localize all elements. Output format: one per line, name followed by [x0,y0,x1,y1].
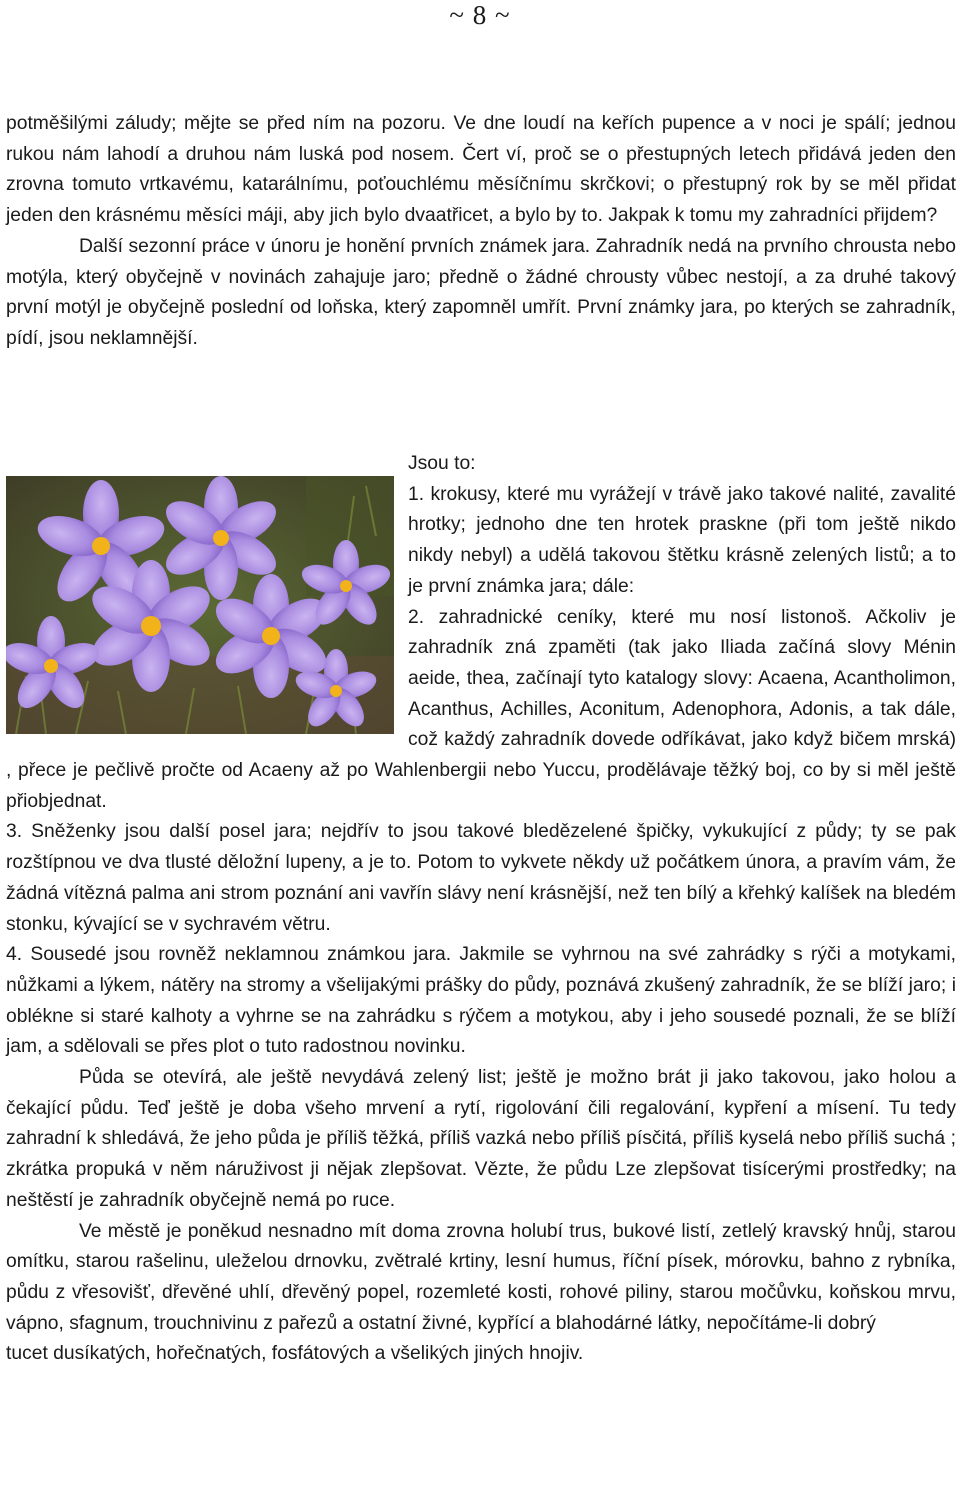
sign-item-neighbours: 4. Sousedé jsou rovněž neklamnou známkou jara. Jakmile se vyhrnou na své zahrádky s rýči a motykami, nůžkami a lýkem, nátěry na stromy a všelijakými prášky do půdy, poznává zkušený zahradník, že se blíží jaro; i oblékne si staré kalhoty a vyhrne se na zahrádku s rýčem a motykou, aby i jeho sousedé poznali, že se blíží jam, a sdělovali se přes plot o tuto radostnou novinku. [6,944,956,1058]
signs-intro: Jsou to: [408,453,476,474]
paragraph-city-materials: Ve městě je poněkud nesnadno mít doma zrovna holubí trus, bukové listí, zetlelý kravský hnůj, starou omítku, starou rašelinu, uleželou drnovku, zvětralé krtiny, lesní humus, říční písek, mórovku, bahno z rybníka, půdu z vřesovišť, dřevěné uhlí, dřevěný popel, rozemleté kosti, rohové piliny, starou močůvku, koňskou mrvu, vápno, sfagnum, trouchnivinu z pařezů a ostatní živné, kypřící a blahodárné látky, nepočítáme-li dobrý [6,1220,956,1334]
main-text-block [6,449,956,1370]
paragraph-first-signs: Další sezonní práce v únoru je honění prvních známek jara. Zahradník nedá na prvního chrousta nebo motýla, který obyčejně v novinách zahajuje jaro; předně o žádné chrousty vůbec nestojí, a za druhé takový první motýl je obyčejně poslední od loňska, který zapomněl umřít. První známky jara, po kterých se zahradník, pídí, jsou neklamnější. [6,235,956,349]
page-number: ~ 8 ~ [449,0,511,30]
sign-item-crocuses: 1. krokusy, které mu vyrážejí v trávě jako takové nalité, zavalité hrotky; jednoho dne ten hrotek praskne (při tom ještě nikdo nikdy nebyl) a udělá takovou štětku krásně zelených listů; a to je první známka jara; dále: [408,483,956,597]
crocus-photo [6,476,394,734]
top-text-block [6,109,956,355]
paragraph-soil: Půda se otevírá, ale ještě nevydává zelený list; ještě je možno brát ji jako takovou, jako holou a čekající půdu. Teď ještě je doba všeho mrvení a rytí, rigolování čili regalování, kypření a mísení. Tu tedy zahradní k shledává, že jeho půda je příliš těžká, příliš vazká nebo příliš písčitá, příliš kyselá nebo příliš suchá ; zkrátka propuká v něm náruživost ji nějak zlepšovat. Vězte, že půdu Lze zlepšovat tisícerými prostředky; na neštěstí je zahradník obyčejně nemá po ruce. [6,1067,956,1211]
sign-item-snowdrops: 3. Sněženky jsou další posel jara; nejdřív to jsou takové bledězelené špičky, vykukující z půdy; ty se pak rozštípnou ve dva tlusté děložní lupeny, a je to. Potom to vykvete někdy už počátkem února, a pravím vám, že žádná vítězná palma ani strom poznání ani vavřín slávy není krásnější, než ten bílý a křehký kalíšek na bledém stonku, kývající se v sychravém větru. [6,821,956,935]
paragraph-spring-month: potměšilými záludy; mějte se před ním na pozoru. Ve dne loudí na keřích pupence a v noci je spálí; jednou rukou nám lahodí a druhou nám luská pod nosem. Čert ví, proč se o přestupných letech přidává jeden den zrovna tomuto vrtkavému, katarálnímu, poťouchlému měsíčnímu skrčkovi; o přestupný rok by se měl přidat jeden den krásnému měsíci máji, aby jich bylo dvaatřicet, a bylo by to. Jakpak k tomu my zahradníci přijdem? [6,113,956,227]
sign-item-catalogues: 2. zahradnické ceníky, které mu nosí listonoš. Ačkoliv je zahradník zná zpaměti (tak jako Iliada začíná slovy Ménin aeide, thea, začínají tyto katalogy slovy: Acaena, Acantholimon, Acanthus, Achilles, Aconitum, Adenophora, Adonis, a tak dále, což každý zahradník dovede odříkávat, jako když bičem mrská) , přece je pečlivě pročte od Acaeny až po Wahlenbergii nebo Yuccu, prodělávaje těžký boj, co by si měl ještě přiobjednat. [6,606,956,812]
paragraph-city-fertilizers: tucet dusíkatých, hořečnatých, fosfátových a všelikých jiných hnojiv. [6,1343,584,1365]
